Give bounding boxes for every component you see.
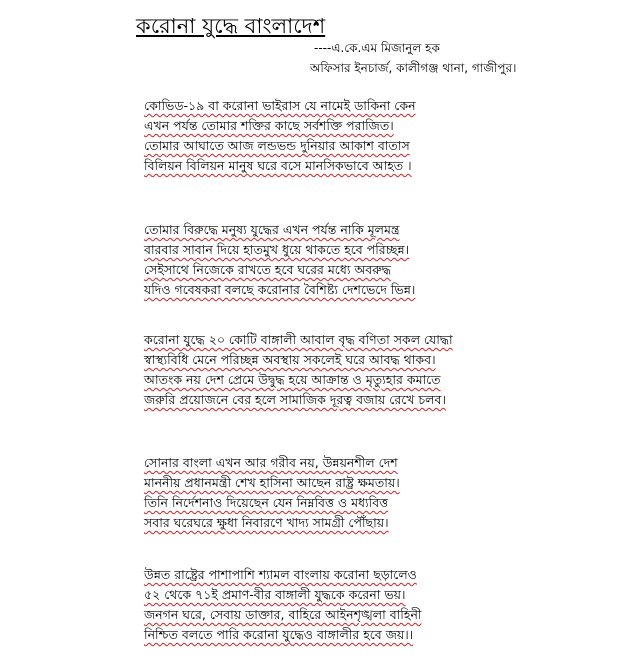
poem-line: এখন পর্যন্ত তোমার শক্তির কাছে সর্বশক্তি পরাজিত। — [144, 118, 394, 133]
poem-line: তোমার আঘাতে আজ লন্ডভন্ড দুনিয়ার আকাশ বাতাস — [144, 138, 410, 153]
poem-line: উন্নত রাষ্ট্রের পাশাপাশি শ্যামল বাংলায় করোনা ছড়ালেও — [144, 567, 417, 582]
poem-line: করোনা যুদ্ধে ২০ কোটি বাঙ্গালী আবাল বৃদ্ধ বণিতা সকল যোদ্ধা — [144, 332, 453, 347]
author-designation: অফিসার ইনচার্জ, কালীগঞ্জ থানা, গাজীপুর। — [310, 61, 517, 75]
stanza-1 — [144, 96, 614, 176]
stanza-5 — [144, 565, 614, 645]
stanza-2 — [144, 220, 614, 300]
poem-line: নিশ্চিত বলতে পারি করোনা যুদ্ধেও বাঙ্গালীর হবে জয়।। — [144, 627, 414, 642]
poem-line: সবার ঘরেঘরে ক্ষুধা নিবারণে খাদ্য সামগ্রী পৌঁছায়। — [144, 515, 389, 530]
poem-line: সোনার বাংলা এখন আর গরীব নয়, উন্নয়নশীল দেশ — [144, 455, 398, 470]
poem-line: মাননীয় প্রধানমন্ত্রী শেখ হাসিনা আছেন রাষ্ট্র ক্ষমতায়। — [144, 475, 400, 490]
stanza-3 — [144, 330, 614, 410]
poem-line: তোমার বিরুদ্ধে মনুষ্য যুদ্ধের এখন পর্যন্ত নাকি মূলমন্ত্র — [144, 222, 400, 237]
poem-line: বারবার সাবান দিয়ে হাতমুখ ধুয়ে থাকতে হবে পরিচ্ছন্ন। — [144, 242, 410, 257]
poem-line: ৫২ থেকে ৭১ই প্রমাণ-বীর বাঙ্গালী যুদ্ধকে করেনা ভয়। — [144, 587, 406, 602]
stanza-4 — [144, 453, 614, 533]
poem-line: আতংক নয় দেশ প্রেমে উদ্বুদ্ধ হয়ে আক্রান্ত ও মৃত্যুহার কমাতে — [144, 372, 441, 387]
poem-author: ----এ.কে.এম মিজানুল হক — [314, 41, 440, 55]
poem-line: সেইসাথে নিজেকে রাখতে হবে ঘরের মধ্যে অবরুদ্ধ — [144, 262, 391, 277]
poem-title: করোনা যুদ্ধে বাংলাদেশ — [136, 14, 326, 38]
poem-line: তিনি নির্দেশনাও দিয়েছেন যেন নিম্নবিত্ত ও মধ্যবিত্ত — [144, 495, 389, 510]
poem-line: বিলিয়ন বিলিয়ন মানুষ ঘরে বসে মানসিকভাবে আহত । — [144, 158, 412, 173]
poem-line: স্বাস্থ্যবিধি মেনে পরিচ্ছন্ন অবস্থায় সকলেই ঘরে আবদ্ধ থাকব। — [144, 352, 436, 367]
poem-line: জনগন ঘরে, সেবায় ডাক্তার, বাহিরে আইনশৃঙ্খলা বাহিনী — [144, 607, 422, 622]
poem-line: জরুরি প্রয়োজনে বের হলে সামাজিক দূরত্ব বজায় রেখে চলব। — [144, 392, 446, 407]
poem-line: কোভিড-১৯ বা করোনা ভাইরাস যে নামেই ডাকিনা কেন — [144, 98, 416, 113]
poem-line: যদিও গবেষকরা বলছে করোনার বৈশিষ্ট্য দেশভেদে ভিন্ন। — [144, 282, 416, 297]
